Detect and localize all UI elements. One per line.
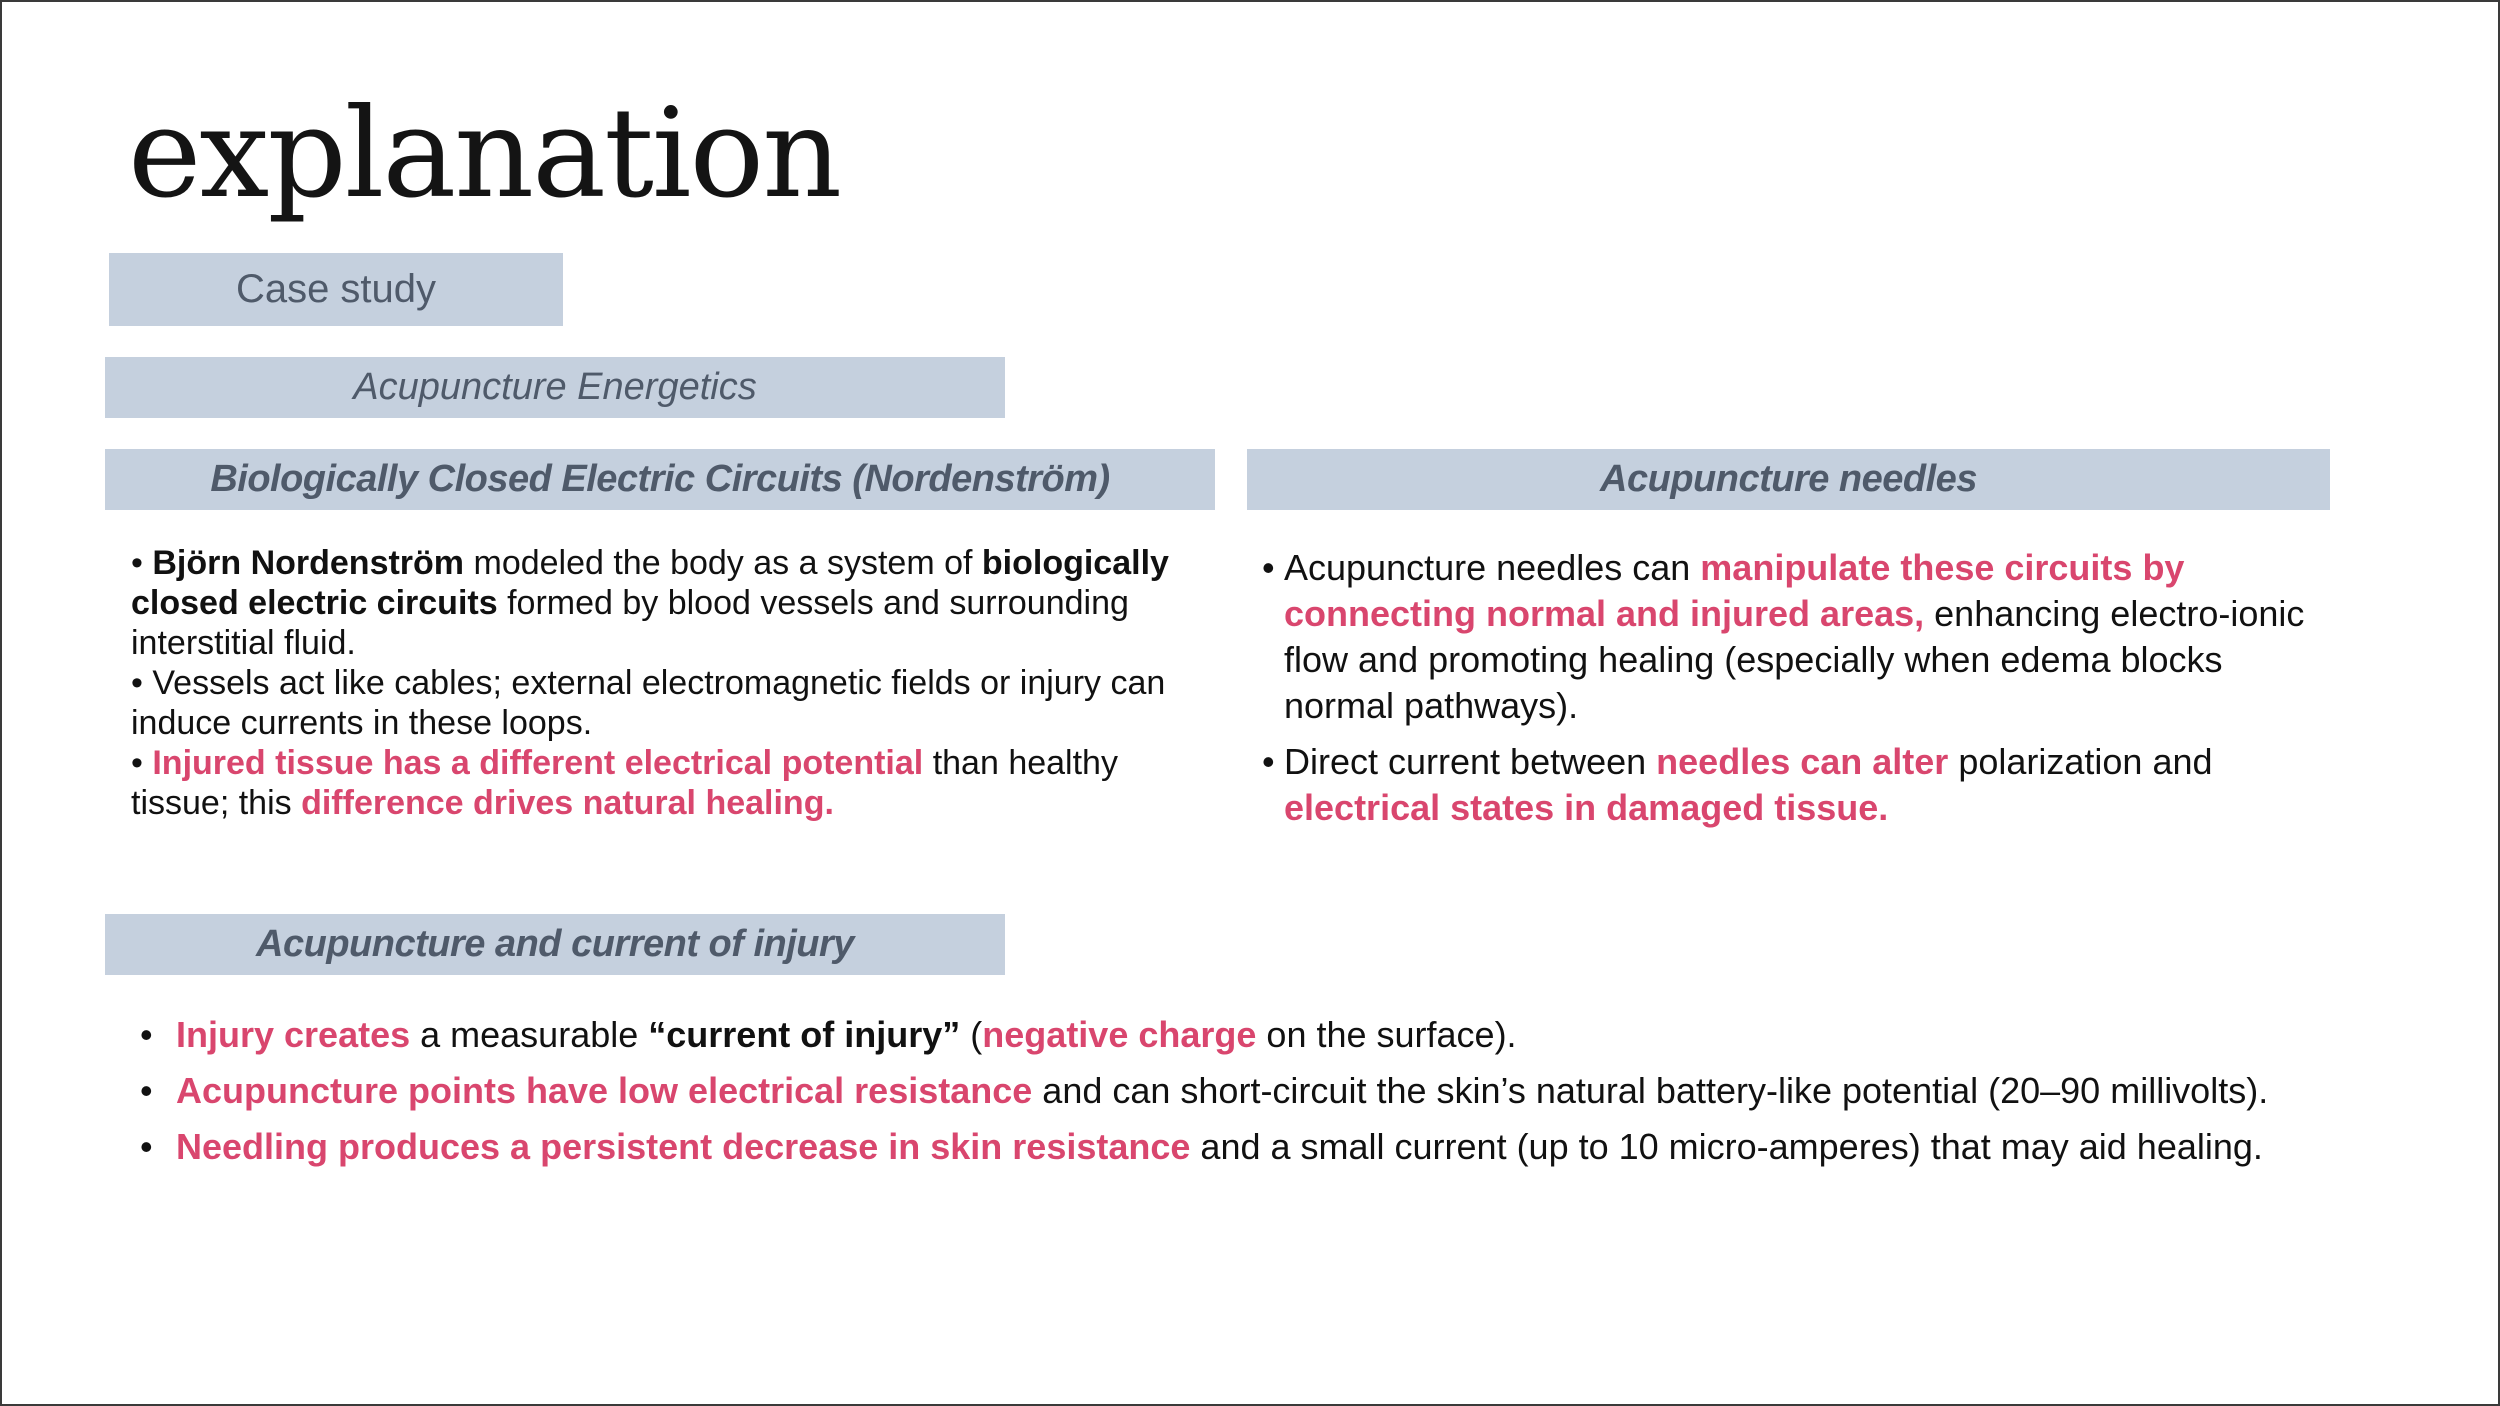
highlight-text: Injury creates: [176, 1014, 411, 1055]
bullet: •: [131, 544, 143, 582]
needles-heading: [1247, 449, 2330, 510]
circuits-body: [131, 543, 1201, 823]
text-run: than healthy tissue; this: [131, 744, 1118, 822]
circuits-paragraph: [131, 543, 1201, 663]
slide-title: explanation: [128, 82, 841, 226]
injury-heading: [105, 914, 1005, 975]
highlight-text: Acupuncture points have low electrical resistance: [176, 1070, 1033, 1111]
text-run: polarization and: [1948, 741, 2213, 782]
injury-list-item: [140, 1119, 2480, 1175]
highlight-text: difference drives natural healing.: [301, 784, 834, 822]
text-run: Direct current between: [1284, 741, 1657, 782]
text-run: a measurable: [410, 1014, 649, 1055]
injury-list-item: [140, 1063, 2480, 1119]
case-study-label-text: Case study: [235, 267, 437, 311]
highlight-text: manipulate these circuits by connecting normal and injured areas,: [1284, 547, 2185, 634]
subtitle-band: [105, 357, 1005, 418]
text-run: Acupuncture needles can: [1284, 547, 1701, 588]
needles-body: [1262, 545, 2322, 841]
highlight-text: negative charge: [982, 1014, 1257, 1055]
text-run: (: [960, 1014, 983, 1055]
highlight-text: Injured tissue has a different electrical potential: [152, 744, 924, 782]
current-of-injury-term: “current of injury”: [648, 1014, 961, 1055]
bullet: •: [140, 1070, 153, 1111]
highlight-text: electrical states in damaged tissue.: [1284, 787, 1889, 828]
needles-list-item: [1262, 739, 2322, 831]
circuits-paragraph: [131, 743, 1201, 823]
bullet: •: [140, 1126, 153, 1167]
bullet: •: [131, 744, 143, 782]
closed-circuits-term: biologically closed electric circuits: [131, 544, 1169, 622]
case-study-label: [109, 253, 563, 326]
text-run: enhancing electro-ionic flow and promoting healing (especially when edema blocks normal pathways).: [1284, 593, 2305, 726]
subtitle-text: Acupuncture Energetics: [353, 366, 757, 408]
bullet: •: [131, 664, 143, 702]
needles-heading-text: Acupuncture needles: [1600, 458, 1977, 500]
needles-list-item: [1262, 545, 2322, 729]
circuits-heading: [105, 449, 1215, 510]
highlight-text: Needling produces a persistent decrease in skin resistance: [176, 1126, 1191, 1167]
text-run: and can short-circuit the skin’s natural battery-like potential (20–90 millivolts).: [1032, 1070, 2269, 1111]
text-run: modeled the body as a system of: [464, 544, 982, 582]
text-run: Vessels act like cables; external electromagnetic fields or injury can induce currents in these loops.: [131, 664, 1166, 742]
highlight-text: needles can alter: [1656, 741, 1949, 782]
injury-body: [140, 1007, 2480, 1175]
injury-list-item: [140, 1007, 2480, 1063]
circuits-paragraph: [131, 663, 1201, 743]
nordenstrom-name: Björn Nordenström: [152, 544, 465, 582]
text-run: formed by blood vessels and surrounding interstitial fluid.: [131, 584, 1129, 662]
circuits-heading-text: Biologically Closed Electric Circuits (Nordenström): [210, 458, 1110, 500]
bullet: •: [1262, 547, 1275, 588]
text-run: and a small current (up to 10 micro-amperes) that may aid healing.: [1190, 1126, 2263, 1167]
injury-heading-text: Acupuncture and current of injury: [256, 923, 854, 965]
bullet: •: [1262, 741, 1275, 782]
text-run: on the surface).: [1256, 1014, 1517, 1055]
bullet: •: [140, 1014, 153, 1055]
